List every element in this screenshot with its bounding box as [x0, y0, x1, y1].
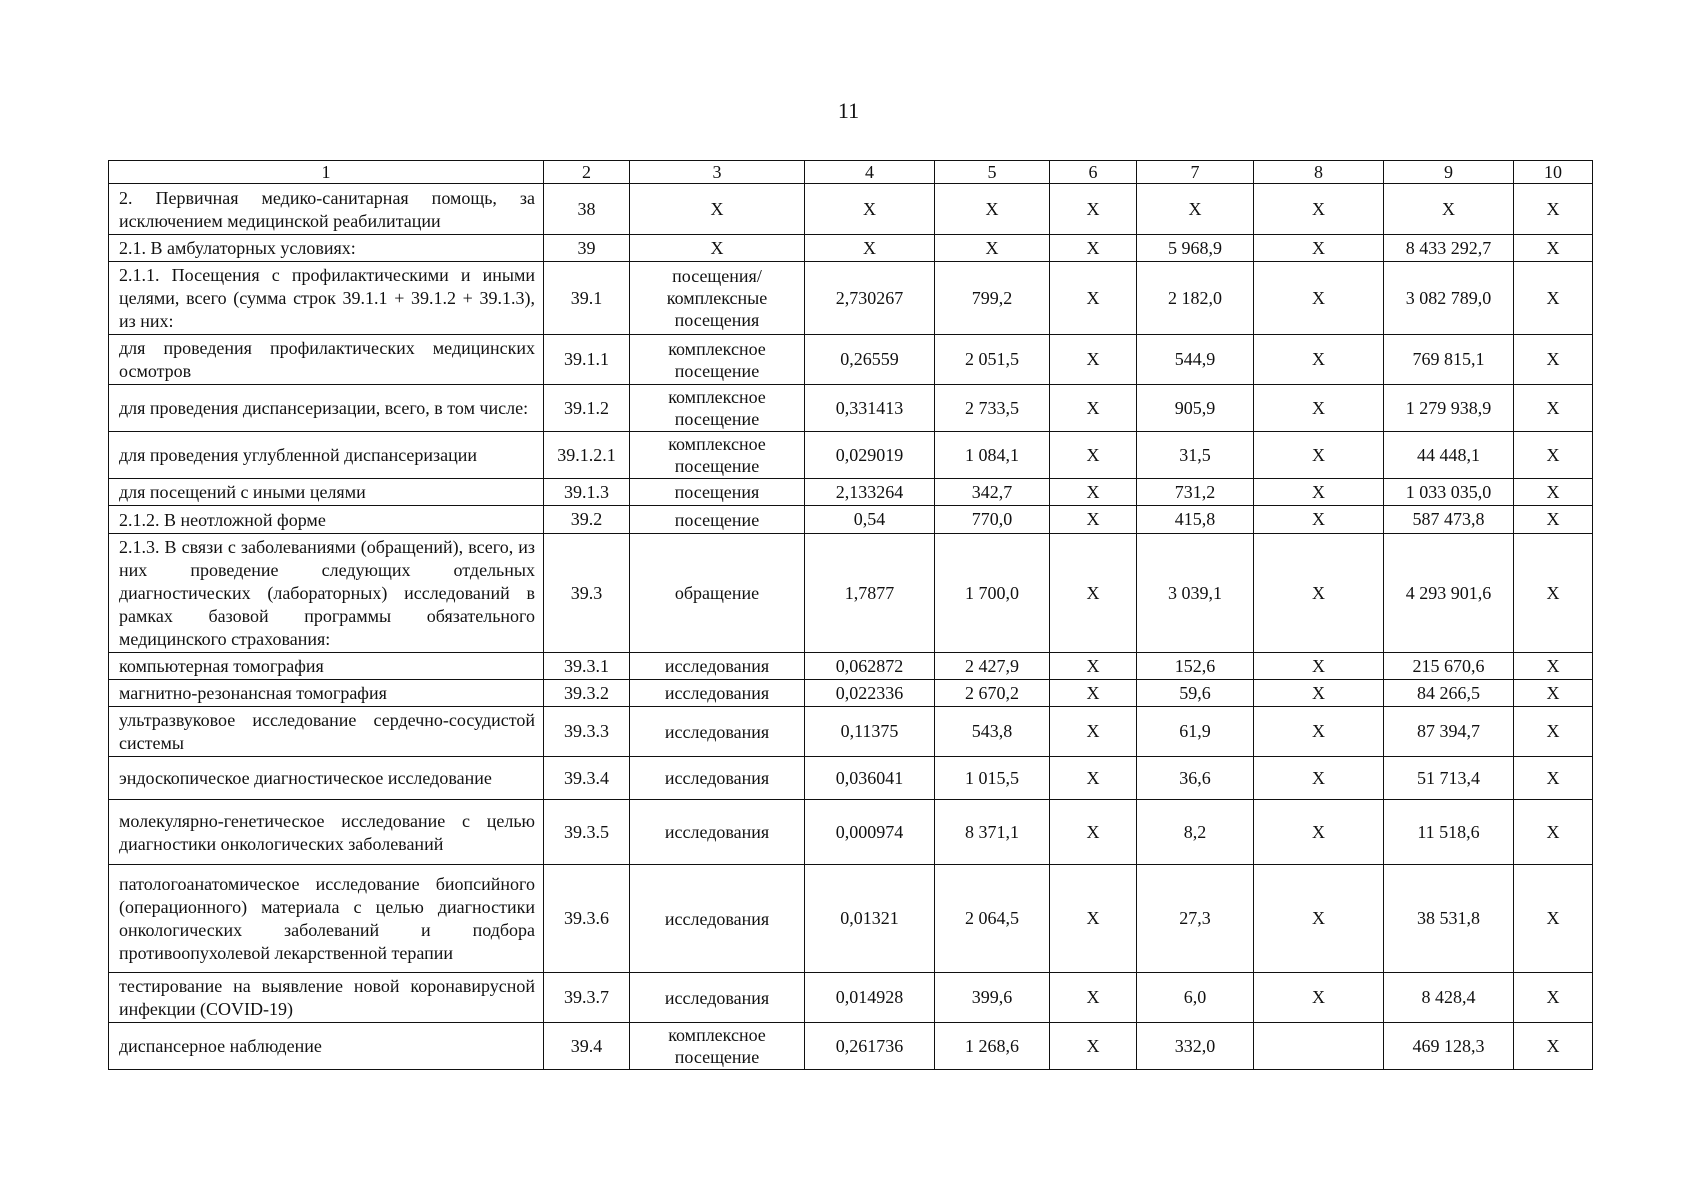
value-col4: 2,133264	[805, 479, 935, 506]
row-number: 39.3.7	[544, 973, 630, 1023]
value-col6: X	[1050, 479, 1137, 506]
row-label: 2.1. В амбулаторных условиях:	[109, 235, 544, 262]
value-col6: X	[1050, 184, 1137, 235]
unit-cell: обращение	[630, 534, 805, 653]
page-number: 11	[837, 98, 860, 123]
value-col10: X	[1514, 757, 1593, 800]
value-col9: 51 713,4	[1384, 757, 1514, 800]
value-col6: X	[1050, 973, 1137, 1023]
value-col4: X	[805, 235, 935, 262]
row-number: 39.3.4	[544, 757, 630, 800]
table-row	[109, 506, 1593, 534]
value-col9: 1 279 938,9	[1384, 385, 1514, 432]
value-col4: 0,261736	[805, 1023, 935, 1070]
value-col6: X	[1050, 506, 1137, 534]
value-col10: X	[1514, 335, 1593, 385]
row-label: для проведения диспансеризации, всего, в том числе:	[109, 385, 544, 432]
value-col8: X	[1254, 184, 1384, 235]
row-label: диспансерное наблюдение	[109, 1023, 544, 1070]
column-number-2: 2	[544, 161, 630, 184]
value-col9: 44 448,1	[1384, 432, 1514, 479]
unit-cell: исследования	[630, 865, 805, 973]
value-col6: X	[1050, 235, 1137, 262]
unit-cell: исследования	[630, 707, 805, 757]
unit-cell: комплексное посещение	[630, 385, 805, 432]
value-col5: 2 733,5	[935, 385, 1050, 432]
value-col7: 905,9	[1137, 385, 1254, 432]
value-col5: 799,2	[935, 262, 1050, 335]
value-col5: 543,8	[935, 707, 1050, 757]
column-number-10: 10	[1514, 161, 1593, 184]
column-number-1: 1	[109, 161, 544, 184]
value-col7: 8,2	[1137, 800, 1254, 865]
unit-cell: посещения/ комплексные посещения	[630, 262, 805, 335]
unit-cell: посещения	[630, 479, 805, 506]
value-col5: X	[935, 235, 1050, 262]
unit-cell: комплексное посещение	[630, 1023, 805, 1070]
table-row	[109, 653, 1593, 680]
value-col6: X	[1050, 262, 1137, 335]
value-col5: 1 700,0	[935, 534, 1050, 653]
row-number: 39.3.5	[544, 800, 630, 865]
table-row	[109, 865, 1593, 973]
row-label: ультразвуковое исследование сердечно-сосудистой системы	[109, 707, 544, 757]
row-label: патологоанатомическое исследование биопсийного (операционного) материала с целью диагностики онкологических заболеваний и подбора противоопухолевой лекарственной терапии	[109, 865, 544, 973]
value-col8: X	[1254, 506, 1384, 534]
value-col9: 469 128,3	[1384, 1023, 1514, 1070]
row-number: 39.3.6	[544, 865, 630, 973]
row-label: 2.1.1. Посещения с профилактическими и иными целями, всего (сумма строк 39.1.1 + 39.1.2 + 39.1.3), из них:	[109, 262, 544, 335]
value-col8: X	[1254, 707, 1384, 757]
value-col10: X	[1514, 506, 1593, 534]
column-number-6: 6	[1050, 161, 1137, 184]
value-col8: X	[1254, 385, 1384, 432]
row-label: эндоскопическое диагностическое исследование	[109, 757, 544, 800]
value-col7: 27,3	[1137, 865, 1254, 973]
value-col7: 3 039,1	[1137, 534, 1254, 653]
unit-cell: X	[630, 235, 805, 262]
column-number-4: 4	[805, 161, 935, 184]
row-label: 2.1.2. В неотложной форме	[109, 506, 544, 534]
value-col9: 1 033 035,0	[1384, 479, 1514, 506]
row-number: 39.3	[544, 534, 630, 653]
unit-cell: X	[630, 184, 805, 235]
row-number: 39.3.2	[544, 680, 630, 707]
unit-cell: исследования	[630, 973, 805, 1023]
value-col7: 731,2	[1137, 479, 1254, 506]
table-row	[109, 680, 1593, 707]
value-col6: X	[1050, 865, 1137, 973]
value-col9: 587 473,8	[1384, 506, 1514, 534]
value-col6: X	[1050, 757, 1137, 800]
value-col8: X	[1254, 973, 1384, 1023]
value-col10: X	[1514, 262, 1593, 335]
value-col4: 2,730267	[805, 262, 935, 335]
value-col5: 1 015,5	[935, 757, 1050, 800]
value-col7: 332,0	[1137, 1023, 1254, 1070]
value-col8: X	[1254, 653, 1384, 680]
value-col10: X	[1514, 973, 1593, 1023]
row-number: 39.1.2	[544, 385, 630, 432]
value-col9: 11 518,6	[1384, 800, 1514, 865]
value-col10: X	[1514, 432, 1593, 479]
value-col9: 87 394,7	[1384, 707, 1514, 757]
value-col6: X	[1050, 534, 1137, 653]
table-row	[109, 973, 1593, 1023]
value-col8: X	[1254, 432, 1384, 479]
table-row	[109, 184, 1593, 235]
row-label: для проведения углубленной диспансеризации	[109, 432, 544, 479]
value-col10: X	[1514, 235, 1593, 262]
row-number: 39.3.3	[544, 707, 630, 757]
value-col4: 0,26559	[805, 335, 935, 385]
unit-cell: посещение	[630, 506, 805, 534]
table-row	[109, 1023, 1593, 1070]
column-number-9: 9	[1384, 161, 1514, 184]
value-col5: 399,6	[935, 973, 1050, 1023]
value-col7: 2 182,0	[1137, 262, 1254, 335]
value-col6: X	[1050, 432, 1137, 479]
value-col5: 2 427,9	[935, 653, 1050, 680]
value-col6: X	[1050, 385, 1137, 432]
row-number: 39.4	[544, 1023, 630, 1070]
value-col5: 8 371,1	[935, 800, 1050, 865]
value-col10: X	[1514, 707, 1593, 757]
value-col8: X	[1254, 262, 1384, 335]
row-label: 2.1.3. В связи с заболеваниями (обращений), всего, из них проведение следующих отдельных диагностических (лабораторных) исследований в рамках базовой программы обязательного медицинского страхования:	[109, 534, 544, 653]
row-number: 39	[544, 235, 630, 262]
value-col9: 38 531,8	[1384, 865, 1514, 973]
value-col7: X	[1137, 184, 1254, 235]
value-col4: 0,11375	[805, 707, 935, 757]
value-col10: X	[1514, 1023, 1593, 1070]
table-row	[109, 479, 1593, 506]
value-col7: 36,6	[1137, 757, 1254, 800]
row-label: магнитно-резонансная томография	[109, 680, 544, 707]
value-col5: 2 064,5	[935, 865, 1050, 973]
row-label: для проведения профилактических медицинских осмотров	[109, 335, 544, 385]
column-number-7: 7	[1137, 161, 1254, 184]
table-row	[109, 335, 1593, 385]
data-table	[108, 160, 1593, 1070]
unit-cell: исследования	[630, 800, 805, 865]
value-col10: X	[1514, 385, 1593, 432]
value-col4: 0,01321	[805, 865, 935, 973]
row-number: 38	[544, 184, 630, 235]
value-col9: 4 293 901,6	[1384, 534, 1514, 653]
unit-cell: исследования	[630, 653, 805, 680]
row-label: 2. Первичная медико-санитарная помощь, за исключением медицинской реабилитации	[109, 184, 544, 235]
value-col10: X	[1514, 479, 1593, 506]
value-col10: X	[1514, 865, 1593, 973]
value-col5: X	[935, 184, 1050, 235]
value-col6: X	[1050, 1023, 1137, 1070]
value-col4: 1,7877	[805, 534, 935, 653]
value-col8: X	[1254, 757, 1384, 800]
value-col4: 0,000974	[805, 800, 935, 865]
value-col9: 8 428,4	[1384, 973, 1514, 1023]
row-label: компьютерная томография	[109, 653, 544, 680]
value-col5: 1 084,1	[935, 432, 1050, 479]
value-col5: 1 268,6	[935, 1023, 1050, 1070]
row-number: 39.1.3	[544, 479, 630, 506]
value-col5: 770,0	[935, 506, 1050, 534]
table-row	[109, 262, 1593, 335]
value-col8: X	[1254, 534, 1384, 653]
value-col7: 415,8	[1137, 506, 1254, 534]
unit-cell: комплексное посещение	[630, 335, 805, 385]
table-header-row	[109, 161, 1593, 184]
value-col10: X	[1514, 680, 1593, 707]
table-row	[109, 432, 1593, 479]
row-number: 39.1.1	[544, 335, 630, 385]
value-col9: 3 082 789,0	[1384, 262, 1514, 335]
row-number: 39.1.2.1	[544, 432, 630, 479]
value-col6: X	[1050, 680, 1137, 707]
row-number: 39.1	[544, 262, 630, 335]
value-col8: X	[1254, 865, 1384, 973]
row-label: тестирование на выявление новой коронавирусной инфекции (COVID-19)	[109, 973, 544, 1023]
unit-cell: комплексное посещение	[630, 432, 805, 479]
value-col9: 84 266,5	[1384, 680, 1514, 707]
value-col8: X	[1254, 335, 1384, 385]
value-col9: 8 433 292,7	[1384, 235, 1514, 262]
value-col10: X	[1514, 653, 1593, 680]
value-col7: 152,6	[1137, 653, 1254, 680]
value-col7: 61,9	[1137, 707, 1254, 757]
row-label: молекулярно-генетическое исследование с целью диагностики онкологических заболеваний	[109, 800, 544, 865]
value-col8: X	[1254, 479, 1384, 506]
value-col9: 769 815,1	[1384, 335, 1514, 385]
column-number-5: 5	[935, 161, 1050, 184]
value-col8: X	[1254, 235, 1384, 262]
value-col4: 0,54	[805, 506, 935, 534]
value-col5: 2 670,2	[935, 680, 1050, 707]
column-number-3: 3	[630, 161, 805, 184]
value-col4: 0,331413	[805, 385, 935, 432]
value-col5: 342,7	[935, 479, 1050, 506]
table-row	[109, 707, 1593, 757]
value-col4: 0,029019	[805, 432, 935, 479]
value-col9: 215 670,6	[1384, 653, 1514, 680]
value-col7: 31,5	[1137, 432, 1254, 479]
value-col9: X	[1384, 184, 1514, 235]
value-col4: X	[805, 184, 935, 235]
value-col5: 2 051,5	[935, 335, 1050, 385]
value-col7: 59,6	[1137, 680, 1254, 707]
value-col4: 0,062872	[805, 653, 935, 680]
value-col7: 6,0	[1137, 973, 1254, 1023]
row-number: 39.2	[544, 506, 630, 534]
value-col6: X	[1050, 653, 1137, 680]
value-col10: X	[1514, 184, 1593, 235]
value-col10: X	[1514, 534, 1593, 653]
unit-cell: исследования	[630, 680, 805, 707]
value-col6: X	[1050, 335, 1137, 385]
value-col4: 0,014928	[805, 973, 935, 1023]
table-row	[109, 385, 1593, 432]
value-col4: 0,022336	[805, 680, 935, 707]
row-label: для посещений с иными целями	[109, 479, 544, 506]
row-number: 39.3.1	[544, 653, 630, 680]
value-col6: X	[1050, 707, 1137, 757]
value-col8: X	[1254, 680, 1384, 707]
value-col7: 5 968,9	[1137, 235, 1254, 262]
value-col6: X	[1050, 800, 1137, 865]
table-row	[109, 757, 1593, 800]
value-col8: X	[1254, 800, 1384, 865]
table-row	[109, 235, 1593, 262]
unit-cell: исследования	[630, 757, 805, 800]
column-number-8: 8	[1254, 161, 1384, 184]
value-col7: 544,9	[1137, 335, 1254, 385]
value-col8	[1254, 1023, 1384, 1070]
value-col10: X	[1514, 800, 1593, 865]
table-row	[109, 800, 1593, 865]
value-col4: 0,036041	[805, 757, 935, 800]
table-row	[109, 534, 1593, 653]
